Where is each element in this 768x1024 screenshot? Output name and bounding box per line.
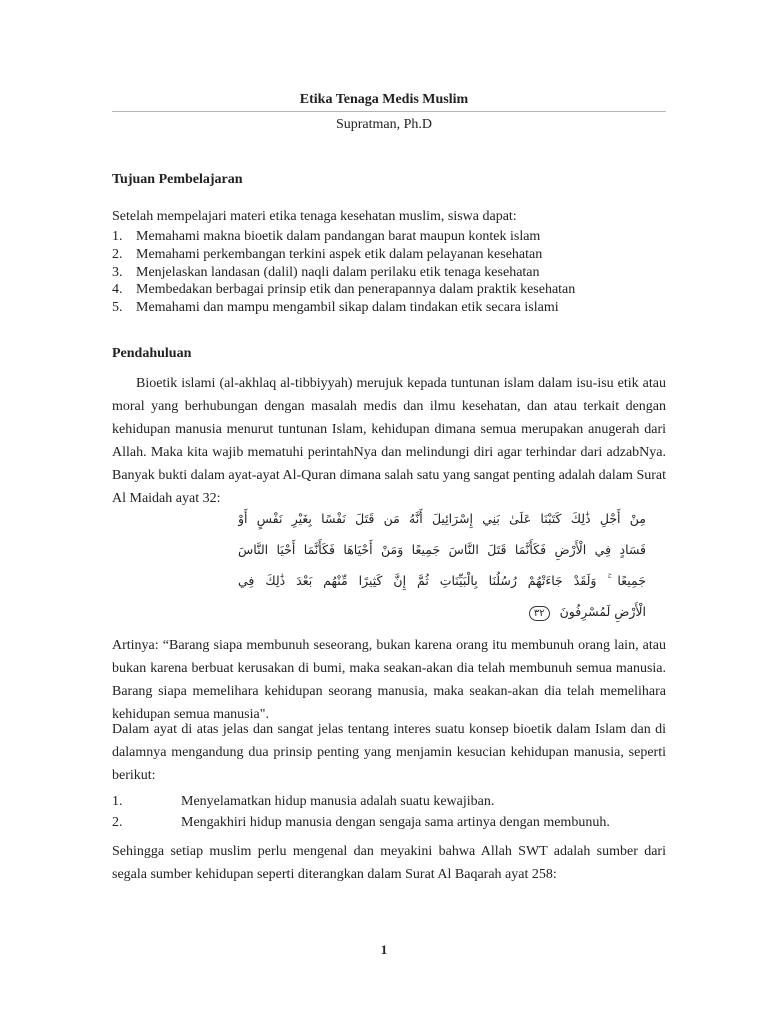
list-text: Membedakan berbagai prinsip etik dan penerapannya dalam praktik kesehatan [136,282,576,298]
list-number: 5. [112,300,123,316]
list-text: Menjelaskan landasan (dalil) naqli dalam perilaku etik tenaga kesehatan [136,264,540,280]
list-text: Memahami dan mampu mengambil sikap dalam tindakan etik secara islami [136,300,559,316]
title-divider [112,111,666,112]
list-number: 2. [112,246,123,262]
introduction-heading: Pendahuluan [112,346,192,361]
list-number: 2. [112,815,123,830]
explanation-paragraph: Dalam ayat di atas jelas dan sangat jelas tentang interes suatu konsep bioetik dalam Islam dan di dalamnya mengandung dua prinsip penting yang menjamin kesucian kehidupan manusia, seperti berikut: [112,722,666,783]
verse-line [238,599,646,625]
list-item [112,264,672,282]
principles-list [112,791,672,833]
objectives-heading: Tujuan Pembelajaran [112,172,243,187]
ayah-number-mark: ٣٢ [529,606,550,621]
list-number: 1. [112,229,123,244]
objectives-intro: Setelah mempelajari materi etika tenaga kesehatan muslim, siswa dapat: [112,209,517,224]
list-number: 3. [112,264,123,280]
introduction-paragraph: Bioetik islami (al-akhlaq al-tibbiyyah) merujuk kepada tuntunan islam dalam isu-isu etik atau moral yang berhubungan dengan masalah medis dan ilmu kesehatan, dan atau terkait dengan kehidupan manusia menurut tuntunan Islam, kehidupan dimana semua merupakan anugerah dari Allah. Maka kita wajib mematuhi perintahNya dan melindungi diri agar terhindar dari adzabNya. Banyak bukti dalam ayat-ayat Al-Quran dimana salah satu yang sangat penting adalah dalam Surat Al Maidah ayat 32: [112,376,666,506]
list-text: Memahami makna bioetik dalam pandangan barat maupun kontek islam [136,229,541,244]
quran-verse [238,506,646,628]
list-item [112,299,672,317]
list-number: 1. [112,794,123,809]
document-title: Etika Tenaga Medis Muslim [299,92,469,107]
conclusion-paragraph: Sehingga setiap muslim perlu mengenal dan meyakini bahwa Allah SWT adalah sumber dari segala sumber kehidupan seperti diterangkan dalam Surat Al Baqarah ayat 258: [112,844,666,882]
list-item [112,228,672,246]
verse-line-text: الْأَرْضِ لَمُسْرِفُونَ [559,604,646,619]
translation-paragraph: Artinya: “Barang siapa membunuh seseorang, bukan karena orang itu membunuh orang lain, atau bukan karena berbuat kerusakan di bumi, maka seakan-akan dia telah membunuh semua manusia. Barang siapa memelihara kehidupan seorang manusia, maka seakan-akan dia telah memelihara kehidupan semua manusia". [112,638,666,722]
list-item [112,281,672,299]
list-text: Mengakhiri hidup manusia dengan sengaja sama artinya dengan membunuh. [181,815,610,830]
list-item [112,791,672,812]
list-text: Menyelamatkan hidup manusia adalah suatu kewajiban. [181,794,495,809]
list-item [112,246,672,264]
list-number: 4. [112,282,123,298]
list-item [112,812,672,833]
objectives-list [112,228,672,317]
page-number: 1 [380,942,388,957]
list-text: Memahami perkembangan terkini aspek etik dalam pelayanan kesehatan [136,246,543,262]
verse-line: جَمِيعًا ۚ وَلَقَدْ جَاءَتْهُمْ رُسُلُنَا بِالْبَيِّنَاتِ ثُمَّ إِنَّ كَثِيرًا مِّنْهُم بَعْدَ ذَٰلِكَ فِي [238,573,646,588]
verse-line: فَسَادٍ فِي الْأَرْضِ فَكَأَنَّمَا قَتَلَ النَّاسَ جَمِيعًا وَمَنْ أَحْيَاهَا فَكَأَنَّمَا أَحْيَا النَّاسَ [238,542,646,557]
verse-line: مِنْ أَجْلِ ذَٰلِكَ كَتَبْنَا عَلَىٰ بَنِي إِسْرَائِيلَ أَنَّهُ مَن قَتَلَ نَفْسًا بِغَيْرِ نَفْسٍ أَوْ [238,511,646,526]
document-author: Supratman, Ph.D [335,117,433,132]
